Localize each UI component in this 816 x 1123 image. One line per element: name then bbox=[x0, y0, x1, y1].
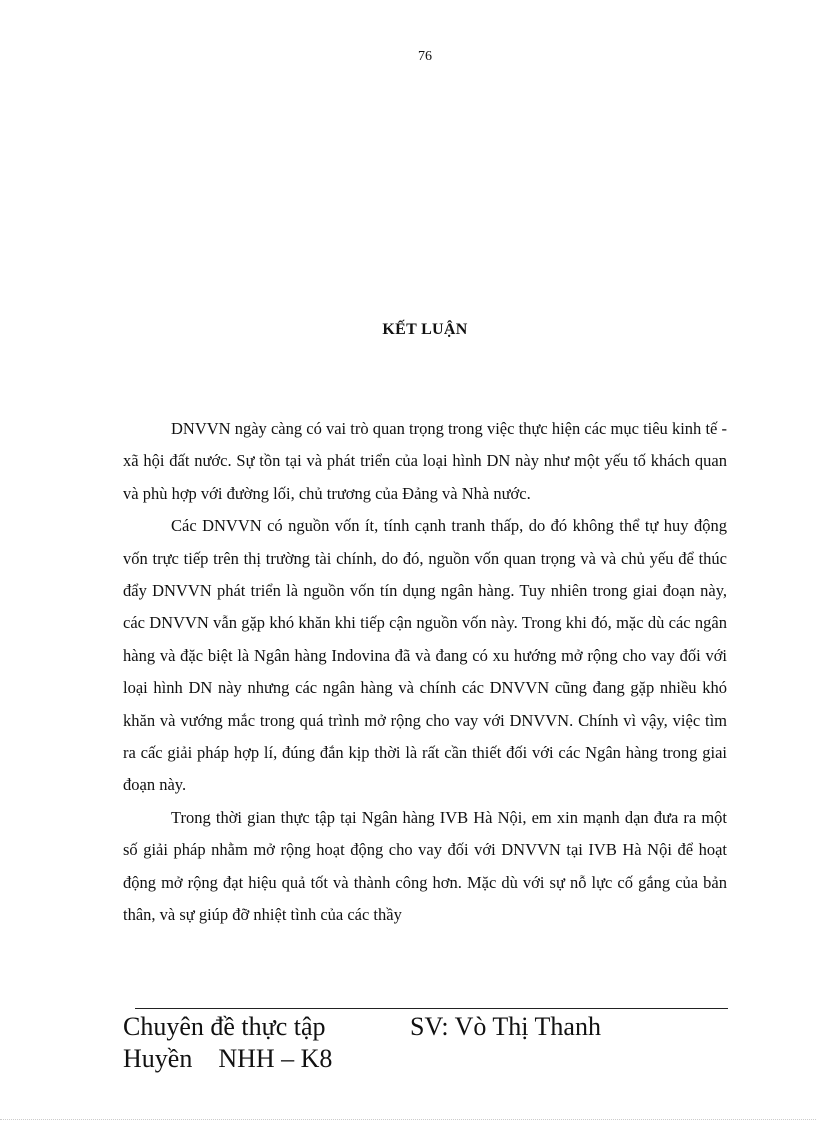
page-edge-divider bbox=[0, 1119, 816, 1120]
footer-divider bbox=[135, 1008, 728, 1009]
paragraph-2: Các DNVVN có nguồn vốn ít, tính cạnh tranh thấp, do đó không thể tự huy động vốn trực tiếp trên thị trường tài chính, do đó, nguồn vốn quan trọng và và chủ yếu để thúc đẩy DNVVN phát triển là nguồn vốn tín dụng ngân hàng. Tuy nhiên trong giai đoạn này, các DNVVN vẫn gặp khó khăn khi tiếp cận nguồn vốn này. Trong khi đó, mặc dù các ngân hàng và đặc biệt là Ngân hàng Indovina đã và đang có xu hướng mở rộng cho vay đối với loại hình DN này nhưng các ngân hàng và chính các DNVVN cũng đang gặp nhiều khó khăn và vướng mắc trong quá trình mở rộng cho vay với DNVVN. Chính vì vậy, việc tìm ra cấc giải pháp hợp lí, đúng đắn kịp thời là rất cần thiết đối với các Ngân hàng trong giai đoạn này. bbox=[123, 516, 727, 795]
paragraph-1: DNVVN ngày càng có vai trò quan trọng trong việc thực hiện các mục tiêu kinh tế - xã hội đất nước. Sự tồn tại và phát triển của loại hình DN này như một yếu tố khách quan và phù hợp với đường lối, chủ trương của Đảng và Nhà nước. bbox=[123, 419, 727, 503]
section-heading: KẾT LUẬN bbox=[382, 321, 468, 338]
body-text bbox=[123, 413, 727, 932]
page-number: 76 bbox=[418, 49, 432, 64]
footer-line-2: Huyền NHH – K8 bbox=[123, 1044, 333, 1073]
page-footer bbox=[123, 1011, 723, 1075]
paragraph-3: Trong thời gian thực tập tại Ngân hàng IVB Hà Nội, em xin mạnh dạn đưa ra một số giải pháp nhằm mở rộng hoạt động cho vay đối với DNVVN tại IVB Hà Nội để hoạt động mở rộng đạt hiệu quả tốt và thành công hơn. Mặc dù với sự nỗ lực cố gắng của bản thân, và sự giúp đỡ nhiệt tình của các thầy bbox=[123, 807, 727, 925]
footer-line-1: Chuyên đề thực tập SV: Vò Thị Thanh bbox=[123, 1012, 601, 1041]
